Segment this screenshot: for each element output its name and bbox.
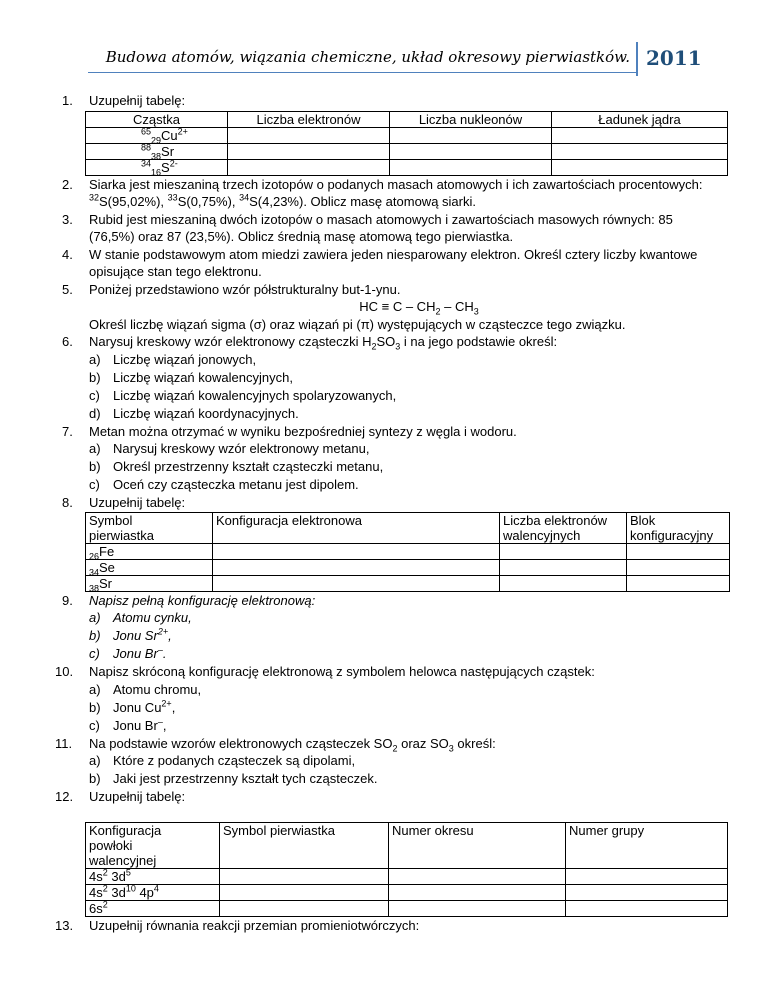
header-year: 2011 [646,46,702,70]
answer-cell[interactable] [228,159,390,175]
answer-cell[interactable] [389,868,566,884]
list-item: a) Narysuj kreskowy wzór elektronowy metanu, [89,441,370,456]
answer-cell[interactable] [389,884,566,900]
table-header-row: Cząstka Liczba elektronów Liczba nukleonów Ładunek jądra [86,111,728,127]
answer-cell[interactable] [566,868,728,884]
answer-cell[interactable] [627,543,730,559]
table-row: $_{38}$Sr [86,575,730,591]
question-1: 1. Uzupełnij tabelę: [62,93,186,108]
answer-cell[interactable] [228,127,390,143]
but-1-yne-formula: HC ≡ C – $CH_2 - CH_3$ [359,299,479,317]
question-4: 4. W stanie podstawowym atom miedzi zawiera jeden niesparowany elektron. Określ cztery liczby kwantowe opisujące stan tego elektronu. [62,246,698,279]
table-row: $4s^2$ $3d^5$ [86,868,728,884]
question-9: 9. Napisz pełną konfigurację elektronową: [62,592,316,608]
table-row: $^{65}_{29}Cu^{2+}$ [86,127,728,143]
list-item: b) Jonu $Sr^{2+}$, [89,626,172,643]
answer-cell[interactable] [627,575,730,591]
question-12: 12. Uzupełnij tabelę: [55,789,186,804]
answer-cell[interactable] [552,127,728,143]
header-underline [88,72,636,73]
list-item: c) Jonu Br–. [89,644,167,661]
configuration-table [85,512,730,592]
question-3: 3. Rubid jest mieszaniną dwóch izotopów o masach atomowych i zawartościach masowych równych: 85 (76,5%) oraz 87 (23,5%). Oblicz średnią masę atomową tego pierwiastka. [62,211,673,244]
answer-cell[interactable] [552,159,728,175]
page-header [0,48,768,78]
table-header-row: Symbol pierwiastka Konfiguracja elektronowa Liczba elektronów walencyjnych Blok konfiguracyjny [86,512,730,543]
answer-cell[interactable] [500,543,627,559]
answer-cell[interactable] [566,884,728,900]
list-item: b) Jonu $Cu^{2+}$, [89,698,176,715]
particle-table [85,111,728,176]
question-2: 2. Siarka jest mieszaniną trzech izotopów o podanych masach atomowych i ich zawartościach procentowych: $^{32}$S(95,02%), $^{33}$S(0,75%), $^{34}$S(4,23%). Oblicz masę atomową siarki. [62,176,703,209]
answer-cell[interactable] [390,143,552,159]
list-item: c) Liczbę wiązań kowalencyjnych spolaryzowanych, [89,387,397,403]
list-item: b) Jaki jest przestrzenny kształt tych cząsteczek. [89,771,378,786]
header-title: Budowa atomów, wiązania chemiczne, układ okresowy pierwiastków. [105,48,630,66]
list-item: c) Oceń czy cząsteczka metanu jest dipolem. [89,477,359,492]
table-row: $^{34}_{16}S^{2-}$ [86,159,728,175]
table-row: $_{26}$Fe [86,543,730,559]
list-item: d) Liczbę wiązań koordynacyjnych. [89,405,299,421]
list-item: c) Jonu Br–, [89,716,167,733]
answer-cell[interactable] [213,559,500,575]
valence-table [85,822,728,917]
list-item: b) Liczbę wiązań kowalencyjnych, [89,369,293,385]
question-10: 10. Napisz skróconą konfigurację elektronową z symbolem helowca następujących cząstek: [55,664,595,679]
header-separator [636,42,638,76]
table-row: $6s^2$ [86,900,728,916]
question-8: 8. Uzupełnij tabelę: [62,495,186,510]
question-13: 13. Uzupełnij równania reakcji przemian promieniotwórczych: [55,917,420,933]
answer-cell[interactable] [390,159,552,175]
answer-cell[interactable] [390,127,552,143]
answer-cell[interactable] [220,900,389,916]
question-5: 5. Poniżej przedstawiono wzór półstrukturalny but-1-ynu. [62,281,401,297]
answer-cell[interactable] [228,143,390,159]
answer-cell[interactable] [500,575,627,591]
question-6: 6. Narysuj kreskowy wzór elektronowy cząsteczki $H_2SO_3$ i na jego podstawie określ: [62,334,558,352]
question-7: 7. Metan można otrzymać w wyniku bezpośredniej syntezy z węgla i wodoru. [62,423,517,439]
answer-cell[interactable] [552,143,728,159]
answer-cell[interactable] [213,543,500,559]
question-11: 11. Na podstawie wzorów elektronowych cząsteczek $SO_2$ oraz $SO_3$ określ: [55,735,496,754]
answer-cell[interactable] [500,559,627,575]
table-header-row: Konfiguracja powłoki walencyjnej Symbol pierwiastka Numer okresu Numer grupy [86,822,728,868]
answer-cell[interactable] [627,559,730,575]
answer-cell[interactable] [389,900,566,916]
list-item: b) Określ przestrzenny kształt cząsteczki metanu, [89,459,384,474]
answer-cell[interactable] [566,900,728,916]
table-row: $^{88}_{38}$Sr [86,143,728,159]
answer-cell[interactable] [220,884,389,900]
list-item: a) Liczbę wiązań jonowych, [89,351,257,367]
list-item: a) Które z podanych cząsteczek są dipolami, [89,753,356,768]
worksheet: 1. Uzupełnij tabelę: Cząstka Liczba elektronów Liczba nukleonów Ładunek jądra $^{65}_{29}Cu^{2+}$ $^{88}_{38}$Sr $^{34}_{16}S^{2-}$ 2. Siarka jest mieszaniną trzech izotopów o podanych masach atomowych i ich zawartościach procentowych: $^{32}$S(95,02%), $^{33}$S(0,75%), $^{34}$S(4,23%). Oblicz masę atomową siarki. 3. Rubid jest mieszaniną dwóch izotopów o masach atomowych i zawartościach masowych równych: 85 (76,5%) oraz 87 (23,5%). Oblicz średnią masę atomową tego pierwiastka. 4. W stanie podstawowym atom miedzi zawiera jeden niesparowany elektron. Określ cztery liczby kwantowe opisujące stan tego elektronu. 5. Poniżej przedstawiono wzór półstrukturalny but-1-ynu. HC ≡ C – $CH_2 - CH_3$ Określ liczbę wiązań sigma (σ) oraz wiązań pi (π) występujących w cząsteczce tego związku. 6. Narysuj kreskowy wzór elektronowy cząsteczki $H_2SO_3$ i na jego podstawie określ: a) Liczbę wiązań jonowych, b) Liczbę wiązań kowalencyjnych, c) Liczbę wiązań kowalencyjnych spolaryzowanych, d) Liczbę wiązań koordynacyjnych. 7. Metan można otrzymać w wyniku bezpośredniej syntezy z węgla i wodoru. a) Narysuj kreskowy wzór elektronowy metanu, b) Określ przestrzenny kształt cząsteczki metanu, c) Oceń czy cząsteczka metanu jest dipolem. 8. Uzupełnij tabelę: Symbol pierwiastka Konfiguracja elektronowa Liczba elektronów walencyjnych Blok konfiguracyjny $_{26}$Fe $_{34}$Se $_{38}$Sr 9. Napisz pełną konfigurację elektronową: a) Atomu cynku, b) Jonu $Sr^{2+}$, c) Jonu Br–. 10. Napisz skróconą konfigurację elektronową z symbolem helowca następujących cząstek: a) Atomu chromu, b) Jonu $Cu^{2+}$, c) Jonu Br–, 11. Na podstawie wzorów elektronowych cząsteczek $SO_2$ oraz $SO_3$ określ: a) Które z podanych cząsteczek są dipolami, b) Jaki jest przestrzenny kształt tych cząsteczek. 12. Uzupełnij tabelę: Konfiguracja powłoki walencyjnej Symbol pierwiastka Numer okresu Numer grupy $4s^2$ $3d^5$ $4s^2$ $3d^{10}$ $4p^4$ $6s^2$ 13. Uzupełnij równania reakcji przemian promieniotwórczych: [0,92,768,934]
list-item: a) Atomu chromu, [89,681,202,697]
list-item: a) Atomu cynku, [89,610,192,625]
answer-cell[interactable] [220,868,389,884]
table-row: $4s^2$ $3d^{10}$ $4p^4$ [86,884,728,900]
answer-cell[interactable] [213,575,500,591]
table-row: $_{34}$Se [86,559,730,575]
